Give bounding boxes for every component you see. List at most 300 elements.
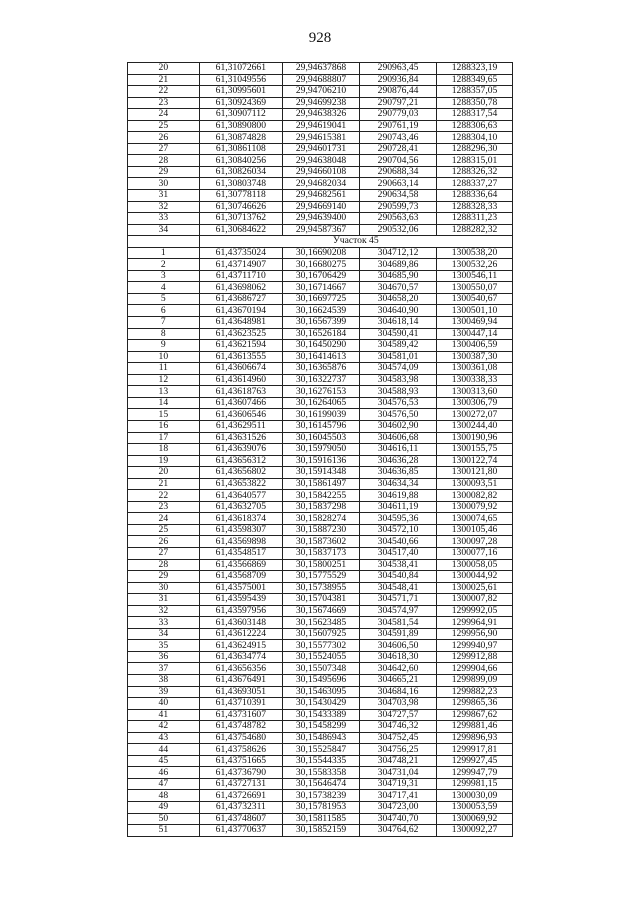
x-coordinate-cell: 304618,14 — [360, 317, 437, 329]
y-coordinate-cell: 1288296,30 — [437, 143, 513, 155]
y-coordinate-cell: 1288337,27 — [437, 178, 513, 190]
table-row — [128, 802, 513, 814]
x-coordinate-cell: 290779,03 — [360, 109, 437, 121]
latitude-cell: 61,31049556 — [199, 74, 282, 86]
point-number-cell: 22 — [128, 490, 200, 502]
latitude-cell: 61,43595439 — [199, 594, 282, 606]
y-coordinate-cell: 1299940,97 — [437, 640, 513, 652]
y-coordinate-cell: 1288350,78 — [437, 97, 513, 109]
point-number-cell: 42 — [128, 721, 200, 733]
point-number-cell: 5 — [128, 293, 200, 305]
point-number-cell: 48 — [128, 790, 200, 802]
table-row — [128, 755, 513, 767]
latitude-cell: 61,43670194 — [199, 305, 282, 317]
x-coordinate-cell: 304574,09 — [360, 363, 437, 375]
point-number-cell: 26 — [128, 132, 200, 144]
latitude-cell: 61,43614960 — [199, 374, 282, 386]
point-number-cell: 21 — [128, 478, 200, 490]
point-number-cell: 8 — [128, 328, 200, 340]
x-coordinate-cell: 304727,57 — [360, 709, 437, 721]
point-number-cell: 31 — [128, 594, 200, 606]
x-coordinate-cell: 304764,62 — [360, 825, 437, 837]
point-number-cell: 27 — [128, 547, 200, 559]
latitude-cell: 61,43597956 — [199, 605, 282, 617]
y-coordinate-cell: 1299896,93 — [437, 732, 513, 744]
y-coordinate-cell: 1300077,16 — [437, 547, 513, 559]
table-row — [128, 363, 513, 375]
latitude-cell: 61,43656312 — [199, 455, 282, 467]
y-coordinate-cell: 1300501,10 — [437, 305, 513, 317]
y-coordinate-cell: 1300361,08 — [437, 363, 513, 375]
point-number-cell: 44 — [128, 744, 200, 756]
x-coordinate-cell: 290963,45 — [360, 63, 437, 75]
row-blank-cell — [128, 236, 200, 248]
point-number-cell: 45 — [128, 755, 200, 767]
x-coordinate-cell: 304588,93 — [360, 386, 437, 398]
longitude-cell: 30,16690208 — [283, 247, 360, 259]
y-coordinate-cell: 1299917,81 — [437, 744, 513, 756]
table-row — [128, 559, 513, 571]
y-coordinate-cell: 1299927,45 — [437, 755, 513, 767]
longitude-cell: 29,94615381 — [283, 132, 360, 144]
latitude-cell: 61,43568709 — [199, 571, 282, 583]
point-number-cell: 1 — [128, 247, 200, 259]
longitude-cell: 30,15861497 — [283, 478, 360, 490]
y-coordinate-cell: 1299867,62 — [437, 709, 513, 721]
point-number-cell: 20 — [128, 63, 200, 75]
longitude-cell: 29,94688807 — [283, 74, 360, 86]
x-coordinate-cell: 290761,19 — [360, 120, 437, 132]
y-coordinate-cell: 1300025,61 — [437, 582, 513, 594]
point-number-cell: 7 — [128, 317, 200, 329]
y-coordinate-cell: 1300272,07 — [437, 409, 513, 421]
y-coordinate-cell: 1300532,26 — [437, 259, 513, 271]
table-row — [128, 190, 513, 202]
longitude-cell: 30,16680275 — [283, 259, 360, 271]
coordinates-table — [127, 62, 513, 837]
table-row — [128, 721, 513, 733]
point-number-cell: 10 — [128, 351, 200, 363]
x-coordinate-cell: 304670,57 — [360, 282, 437, 294]
longitude-cell: 29,94601731 — [283, 143, 360, 155]
table-row — [128, 501, 513, 513]
y-coordinate-cell: 1299899,09 — [437, 674, 513, 686]
longitude-cell: 30,15577302 — [283, 640, 360, 652]
latitude-cell: 61,43621594 — [199, 340, 282, 352]
point-number-cell: 38 — [128, 674, 200, 686]
point-number-cell: 14 — [128, 397, 200, 409]
x-coordinate-cell: 304602,90 — [360, 420, 437, 432]
longitude-cell: 29,94660108 — [283, 166, 360, 178]
point-number-cell: 19 — [128, 455, 200, 467]
longitude-cell: 30,15781953 — [283, 802, 360, 814]
point-number-cell: 15 — [128, 409, 200, 421]
y-coordinate-cell: 1300313,60 — [437, 386, 513, 398]
table-row — [128, 490, 513, 502]
table-row — [128, 201, 513, 213]
point-number-cell: 39 — [128, 686, 200, 698]
latitude-cell: 61,43735024 — [199, 247, 282, 259]
latitude-cell: 61,43736790 — [199, 767, 282, 779]
y-coordinate-cell: 1299881,46 — [437, 721, 513, 733]
point-number-cell: 17 — [128, 432, 200, 444]
y-coordinate-cell: 1300082,82 — [437, 490, 513, 502]
latitude-cell: 61,43603148 — [199, 617, 282, 629]
longitude-cell: 30,16567399 — [283, 317, 360, 329]
table-row — [128, 86, 513, 98]
latitude-cell: 61,43566869 — [199, 559, 282, 571]
latitude-cell: 61,43698062 — [199, 282, 282, 294]
latitude-cell: 61,43632705 — [199, 501, 282, 513]
point-number-cell: 4 — [128, 282, 200, 294]
x-coordinate-cell: 304538,41 — [360, 559, 437, 571]
x-coordinate-cell: 304595,36 — [360, 513, 437, 525]
x-coordinate-cell: 304517,40 — [360, 547, 437, 559]
longitude-cell: 30,15852159 — [283, 825, 360, 837]
table-row — [128, 293, 513, 305]
y-coordinate-cell: 1300097,28 — [437, 536, 513, 548]
latitude-cell: 61,30713762 — [199, 213, 282, 225]
point-number-cell: 6 — [128, 305, 200, 317]
y-coordinate-cell: 1299964,91 — [437, 617, 513, 629]
table-row — [128, 166, 513, 178]
table-row — [128, 674, 513, 686]
table-row — [128, 651, 513, 663]
table-row — [128, 109, 513, 121]
longitude-cell: 30,15507348 — [283, 663, 360, 675]
point-number-cell: 23 — [128, 97, 200, 109]
x-coordinate-cell: 304581,01 — [360, 351, 437, 363]
y-coordinate-cell: 1300190,96 — [437, 432, 513, 444]
x-coordinate-cell: 304658,20 — [360, 293, 437, 305]
table-row — [128, 709, 513, 721]
point-number-cell: 51 — [128, 825, 200, 837]
y-coordinate-cell: 1288326,32 — [437, 166, 513, 178]
point-number-cell: 31 — [128, 190, 200, 202]
y-coordinate-cell: 1300406,59 — [437, 340, 513, 352]
y-coordinate-cell: 1300244,40 — [437, 420, 513, 432]
table-row — [128, 686, 513, 698]
longitude-cell: 30,15646474 — [283, 778, 360, 790]
latitude-cell: 61,43732311 — [199, 802, 282, 814]
y-coordinate-cell: 1300155,75 — [437, 444, 513, 456]
point-number-cell: 35 — [128, 640, 200, 652]
y-coordinate-cell: 1300044,92 — [437, 571, 513, 583]
latitude-cell: 61,43748607 — [199, 813, 282, 825]
point-number-cell: 32 — [128, 201, 200, 213]
longitude-cell: 30,16414613 — [283, 351, 360, 363]
x-coordinate-cell: 290599,73 — [360, 201, 437, 213]
point-number-cell: 16 — [128, 420, 200, 432]
table-row — [128, 455, 513, 467]
x-coordinate-cell: 304717,41 — [360, 790, 437, 802]
x-coordinate-cell: 304731,04 — [360, 767, 437, 779]
longitude-cell: 30,15495696 — [283, 674, 360, 686]
table-row — [128, 270, 513, 282]
latitude-cell: 61,31072661 — [199, 63, 282, 75]
latitude-cell: 61,30861108 — [199, 143, 282, 155]
table-row — [128, 663, 513, 675]
latitude-cell: 61,43618763 — [199, 386, 282, 398]
longitude-cell: 30,15800251 — [283, 559, 360, 571]
latitude-cell: 61,43751665 — [199, 755, 282, 767]
longitude-cell: 29,94706210 — [283, 86, 360, 98]
y-coordinate-cell: 1300030,09 — [437, 790, 513, 802]
longitude-cell: 30,15674669 — [283, 605, 360, 617]
y-coordinate-cell: 1300074,65 — [437, 513, 513, 525]
x-coordinate-cell: 304540,66 — [360, 536, 437, 548]
x-coordinate-cell: 304748,21 — [360, 755, 437, 767]
x-coordinate-cell: 304642,60 — [360, 663, 437, 675]
point-number-cell: 47 — [128, 778, 200, 790]
longitude-cell: 30,16450290 — [283, 340, 360, 352]
x-coordinate-cell: 304576,53 — [360, 397, 437, 409]
point-number-cell: 25 — [128, 120, 200, 132]
x-coordinate-cell: 290704,56 — [360, 155, 437, 167]
latitude-cell: 61,43613555 — [199, 351, 282, 363]
point-number-cell: 37 — [128, 663, 200, 675]
point-number-cell: 3 — [128, 270, 200, 282]
point-number-cell: 28 — [128, 559, 200, 571]
table-row — [128, 143, 513, 155]
longitude-cell: 29,94682561 — [283, 190, 360, 202]
table-row — [128, 132, 513, 144]
x-coordinate-cell: 304606,68 — [360, 432, 437, 444]
table-row — [128, 386, 513, 398]
point-number-cell: 36 — [128, 651, 200, 663]
x-coordinate-cell: 304583,98 — [360, 374, 437, 386]
x-coordinate-cell: 304548,41 — [360, 582, 437, 594]
latitude-cell: 61,30746626 — [199, 201, 282, 213]
latitude-cell: 61,43569898 — [199, 536, 282, 548]
y-coordinate-cell: 1300550,07 — [437, 282, 513, 294]
y-coordinate-cell: 1300121,80 — [437, 467, 513, 479]
longitude-cell: 30,16697725 — [283, 293, 360, 305]
table-body-block-1 — [128, 63, 513, 236]
table-row — [128, 74, 513, 86]
x-coordinate-cell: 304606,50 — [360, 640, 437, 652]
table-row — [128, 513, 513, 525]
y-coordinate-cell: 1288311,23 — [437, 213, 513, 225]
table-row — [128, 467, 513, 479]
table-row — [128, 178, 513, 190]
latitude-cell: 61,43606674 — [199, 363, 282, 375]
x-coordinate-cell: 304634,34 — [360, 478, 437, 490]
table-body-block-2 — [128, 247, 513, 836]
x-coordinate-cell: 304572,10 — [360, 524, 437, 536]
longitude-cell: 29,94619041 — [283, 120, 360, 132]
latitude-cell: 61,43653822 — [199, 478, 282, 490]
x-coordinate-cell: 290797,21 — [360, 97, 437, 109]
point-number-cell: 30 — [128, 178, 200, 190]
x-coordinate-cell: 304591,89 — [360, 628, 437, 640]
longitude-cell: 30,15914348 — [283, 467, 360, 479]
table-row — [128, 547, 513, 559]
longitude-cell: 29,94587367 — [283, 224, 360, 236]
y-coordinate-cell: 1288323,19 — [437, 63, 513, 75]
longitude-cell: 30,15458299 — [283, 721, 360, 733]
table-row — [128, 605, 513, 617]
table-row — [128, 698, 513, 710]
x-coordinate-cell: 290876,44 — [360, 86, 437, 98]
point-number-cell: 34 — [128, 628, 200, 640]
latitude-cell: 61,43575001 — [199, 582, 282, 594]
point-number-cell: 9 — [128, 340, 200, 352]
y-coordinate-cell: 1288349,65 — [437, 74, 513, 86]
table-row — [128, 247, 513, 259]
y-coordinate-cell: 1300306,79 — [437, 397, 513, 409]
longitude-cell: 30,15837173 — [283, 547, 360, 559]
latitude-cell: 61,43640577 — [199, 490, 282, 502]
x-coordinate-cell: 304576,50 — [360, 409, 437, 421]
table-row — [128, 628, 513, 640]
longitude-cell: 29,94638326 — [283, 109, 360, 121]
point-number-cell: 34 — [128, 224, 200, 236]
longitude-cell: 30,16526184 — [283, 328, 360, 340]
y-coordinate-cell: 1300540,67 — [437, 293, 513, 305]
longitude-cell: 30,15979050 — [283, 444, 360, 456]
y-coordinate-cell: 1300447,14 — [437, 328, 513, 340]
latitude-cell: 61,43656356 — [199, 663, 282, 675]
longitude-cell: 30,15775529 — [283, 571, 360, 583]
table-row — [128, 340, 513, 352]
y-coordinate-cell: 1300092,27 — [437, 825, 513, 837]
point-number-cell: 40 — [128, 698, 200, 710]
y-coordinate-cell: 1288315,01 — [437, 155, 513, 167]
latitude-cell: 61,43727131 — [199, 778, 282, 790]
latitude-cell: 61,30778118 — [199, 190, 282, 202]
latitude-cell: 61,43726691 — [199, 790, 282, 802]
section-title: Участок 45 — [199, 236, 512, 248]
longitude-cell: 30,15738239 — [283, 790, 360, 802]
x-coordinate-cell: 290728,41 — [360, 143, 437, 155]
table-row — [128, 744, 513, 756]
y-coordinate-cell: 1299904,66 — [437, 663, 513, 675]
y-coordinate-cell: 1300538,20 — [437, 247, 513, 259]
latitude-cell: 61,30803748 — [199, 178, 282, 190]
y-coordinate-cell: 1300093,51 — [437, 478, 513, 490]
latitude-cell: 61,43606546 — [199, 409, 282, 421]
y-coordinate-cell: 1300546,11 — [437, 270, 513, 282]
table-row — [128, 594, 513, 606]
y-coordinate-cell: 1299956,90 — [437, 628, 513, 640]
x-coordinate-cell: 304684,16 — [360, 686, 437, 698]
point-number-cell: 24 — [128, 513, 200, 525]
x-coordinate-cell: 290532,06 — [360, 224, 437, 236]
longitude-cell: 29,94699238 — [283, 97, 360, 109]
table-row — [128, 420, 513, 432]
table-row — [128, 328, 513, 340]
y-coordinate-cell: 1300053,59 — [437, 802, 513, 814]
latitude-cell: 61,43629511 — [199, 420, 282, 432]
table-row — [128, 478, 513, 490]
longitude-cell: 30,16264065 — [283, 397, 360, 409]
table-row — [128, 97, 513, 109]
x-coordinate-cell: 290634,58 — [360, 190, 437, 202]
table-row — [128, 213, 513, 225]
point-number-cell: 41 — [128, 709, 200, 721]
y-coordinate-cell: 1288306,63 — [437, 120, 513, 132]
y-coordinate-cell: 1288357,05 — [437, 86, 513, 98]
table-row — [128, 767, 513, 779]
y-coordinate-cell: 1299981,15 — [437, 778, 513, 790]
table-row — [128, 259, 513, 271]
latitude-cell: 61,43710391 — [199, 698, 282, 710]
y-coordinate-cell: 1299992,05 — [437, 605, 513, 617]
table-section-header — [128, 236, 513, 248]
point-number-cell: 25 — [128, 524, 200, 536]
table-row — [128, 571, 513, 583]
y-coordinate-cell: 1299912,88 — [437, 651, 513, 663]
latitude-cell: 61,43598307 — [199, 524, 282, 536]
x-coordinate-cell: 304590,41 — [360, 328, 437, 340]
longitude-cell: 30,15704381 — [283, 594, 360, 606]
longitude-cell: 30,16145796 — [283, 420, 360, 432]
table-row — [128, 825, 513, 837]
page-number: 928 — [308, 30, 332, 46]
latitude-cell: 61,43623525 — [199, 328, 282, 340]
longitude-cell: 30,15887230 — [283, 524, 360, 536]
longitude-cell: 30,15433389 — [283, 709, 360, 721]
table-row — [128, 732, 513, 744]
longitude-cell: 30,15463095 — [283, 686, 360, 698]
point-number-cell: 46 — [128, 767, 200, 779]
latitude-cell: 61,43607466 — [199, 397, 282, 409]
latitude-cell: 61,43770637 — [199, 825, 282, 837]
x-coordinate-cell: 304571,71 — [360, 594, 437, 606]
latitude-cell: 61,30840256 — [199, 155, 282, 167]
longitude-cell: 29,94669140 — [283, 201, 360, 213]
table-row — [128, 582, 513, 594]
x-coordinate-cell: 304756,25 — [360, 744, 437, 756]
y-coordinate-cell: 1288328,33 — [437, 201, 513, 213]
latitude-cell: 61,43548517 — [199, 547, 282, 559]
table-row — [128, 432, 513, 444]
point-number-cell: 30 — [128, 582, 200, 594]
latitude-cell: 61,43631526 — [199, 432, 282, 444]
x-coordinate-cell: 290663,14 — [360, 178, 437, 190]
latitude-cell: 61,43714907 — [199, 259, 282, 271]
longitude-cell: 30,15524055 — [283, 651, 360, 663]
point-number-cell: 26 — [128, 536, 200, 548]
latitude-cell: 61,30907112 — [199, 109, 282, 121]
longitude-cell: 30,16624539 — [283, 305, 360, 317]
y-coordinate-cell: 1288317,54 — [437, 109, 513, 121]
x-coordinate-cell: 290936,84 — [360, 74, 437, 86]
x-coordinate-cell: 304636,28 — [360, 455, 437, 467]
longitude-cell: 30,15525847 — [283, 744, 360, 756]
longitude-cell: 30,15583358 — [283, 767, 360, 779]
longitude-cell: 30,15430429 — [283, 698, 360, 710]
point-number-cell: 22 — [128, 86, 200, 98]
latitude-cell: 61,43656802 — [199, 467, 282, 479]
longitude-cell: 30,15486943 — [283, 732, 360, 744]
x-coordinate-cell: 304611,19 — [360, 501, 437, 513]
latitude-cell: 61,30995601 — [199, 86, 282, 98]
y-coordinate-cell: 1300007,82 — [437, 594, 513, 606]
point-number-cell: 23 — [128, 501, 200, 513]
x-coordinate-cell: 304616,11 — [360, 444, 437, 456]
x-coordinate-cell: 304636,85 — [360, 467, 437, 479]
longitude-cell: 30,16365876 — [283, 363, 360, 375]
point-number-cell: 11 — [128, 363, 200, 375]
latitude-cell: 61,30874828 — [199, 132, 282, 144]
latitude-cell: 61,43754680 — [199, 732, 282, 744]
table-row — [128, 282, 513, 294]
table-row — [128, 536, 513, 548]
table-row — [128, 409, 513, 421]
y-coordinate-cell: 1288282,32 — [437, 224, 513, 236]
